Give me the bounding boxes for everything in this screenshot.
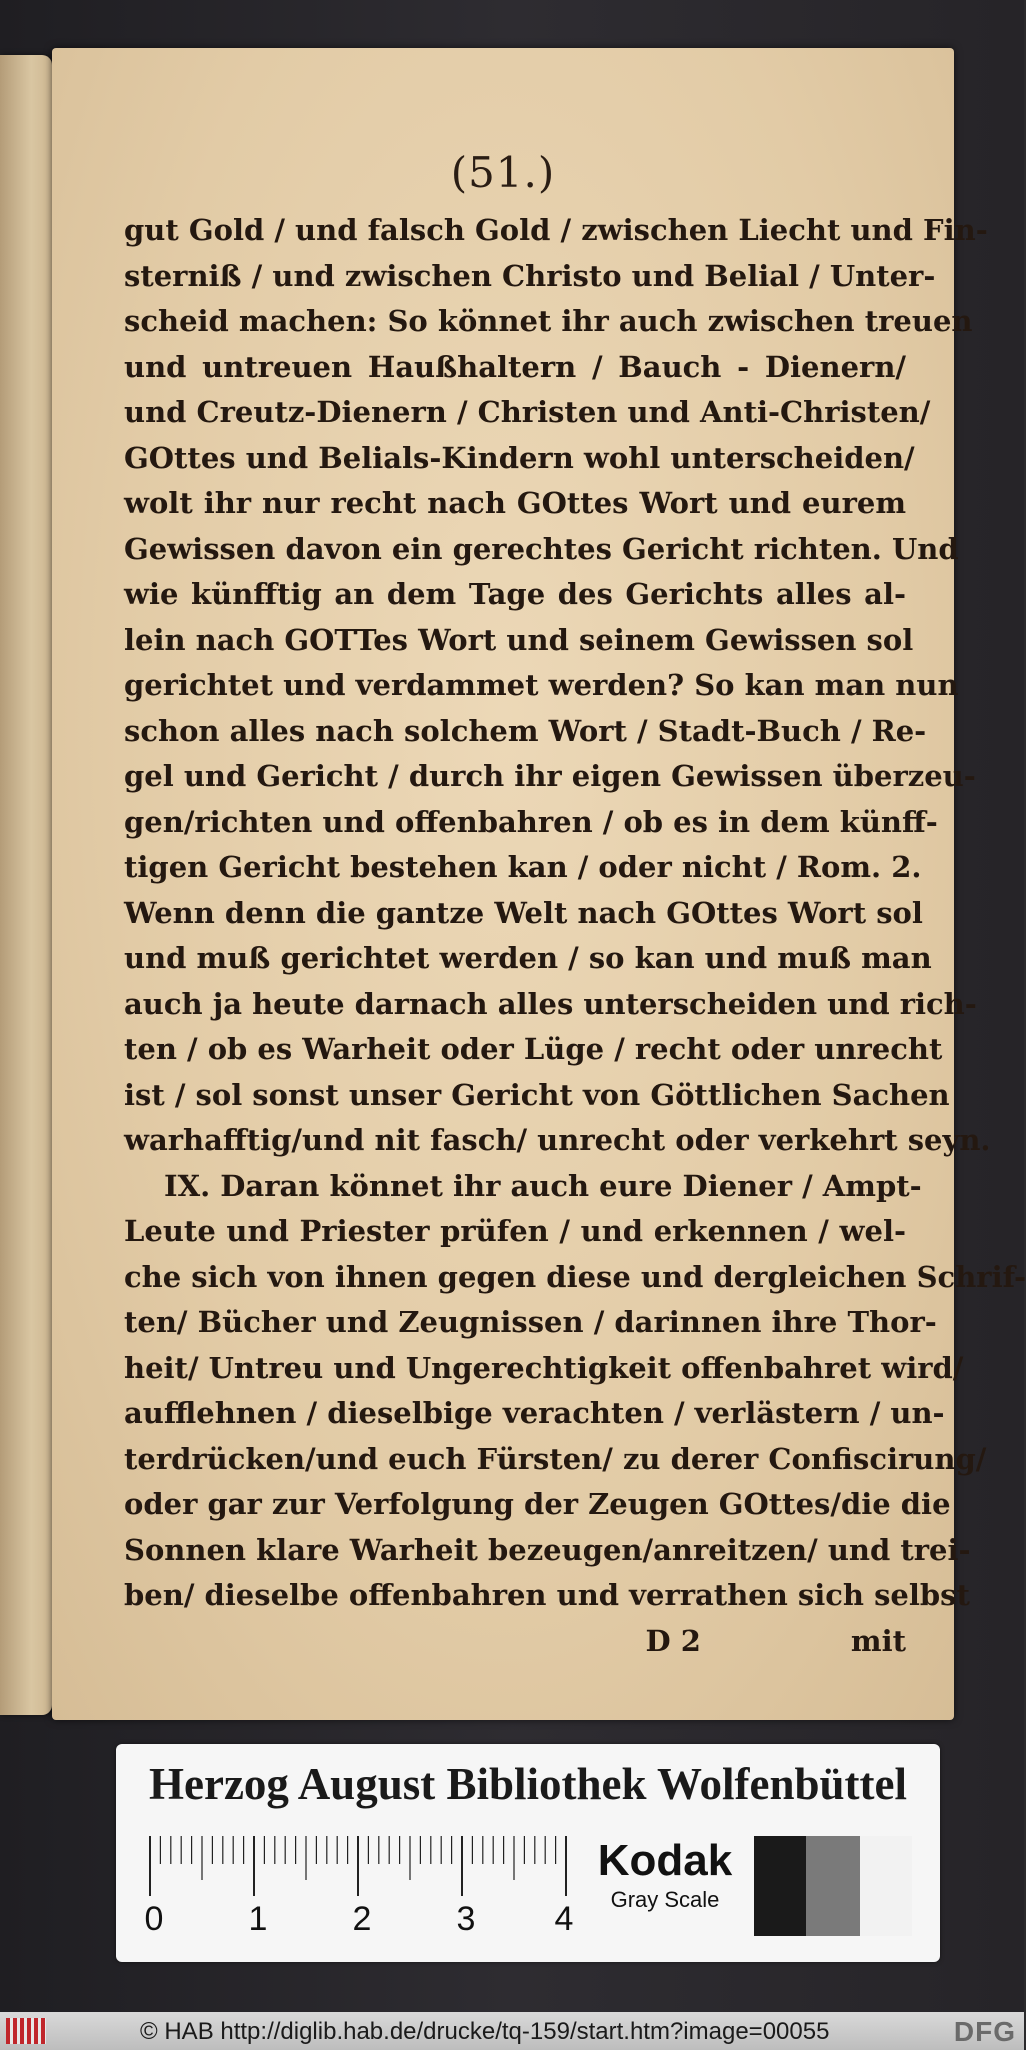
page-text xyxy=(124,208,1026,1664)
text-line: oder gar zur Verfolgung der Zeugen GOttes/die die xyxy=(124,1487,951,1521)
text-line: warhafftig/und nit fasch/ unrecht oder verkehrt seyn. xyxy=(124,1123,991,1157)
text-line: Wenn denn die gantze Welt nach GOttes Wort sol xyxy=(124,895,923,930)
footer-bar xyxy=(0,2012,1024,2050)
swatch-gray xyxy=(806,1836,860,1936)
text-line: ten/ Bücher und Zeugnissen / darinnen ihre Thor- xyxy=(124,1305,937,1339)
catchword: mit xyxy=(850,1623,906,1658)
barcode-icon xyxy=(6,2018,46,2044)
text-line: terdrücken/und euch Fürsten/ zu derer Confiscirung/ xyxy=(124,1441,987,1476)
page-number: (51.) xyxy=(450,148,556,197)
text-line: und Creutz-Dienern / Christen und Anti-Christen/ xyxy=(124,395,931,429)
text-line: und untreuen Haußhaltern / Bauch - Dienern/ xyxy=(124,349,906,384)
ruler-ticks xyxy=(140,1834,560,1904)
text-line: GOttes und Belials-Kindern wohl unterscheiden/ xyxy=(124,440,915,475)
ruler-label: 4 xyxy=(554,1900,574,1938)
ruler-label: 1 xyxy=(248,1900,268,1938)
swatch-black xyxy=(754,1836,806,1936)
footer-copyright-link[interactable]: © HAB http://diglib.hab.de/drucke/tq-159/start.htm?image=00055 xyxy=(140,2018,830,2045)
text-line: gel und Gericht / durch ihr eigen Gewissen überzeu- xyxy=(124,759,976,793)
text-line: und muß gerichtet werden / so kan und muß man xyxy=(124,941,932,975)
gray-scale-label: Gray Scale xyxy=(610,1887,720,1912)
text-line: wie künfftig an dem Tage des Gerichts alles al- xyxy=(124,577,906,611)
text-line: heit/ Untreu und Ungerechtigkeit offenbahret wird/ xyxy=(124,1350,964,1385)
text-line: tigen Gericht bestehen kan / oder nicht / Rom. 2. xyxy=(124,850,922,884)
text-line: Leute und Priester prüfen / und erkennen / wel- xyxy=(124,1214,906,1248)
text-line: gerichtet und verdammet werden? So kan man nun xyxy=(124,668,959,702)
previous-page-edge xyxy=(0,55,52,1715)
ruler-label: 3 xyxy=(456,1900,476,1938)
signature-mark: D 2 xyxy=(645,1623,701,1658)
text-line: sterniß / und zwischen Christo und Belial / Unter- xyxy=(124,258,936,293)
kodak-logo: Kodak xyxy=(597,1836,733,1885)
text-line: IX. Daran könnet ihr auch eure Diener / Ampt- xyxy=(164,1168,922,1203)
ruler-label: 2 xyxy=(352,1900,372,1938)
signature-line xyxy=(124,1619,906,1665)
dfg-logo: DFG xyxy=(953,2016,1016,2047)
text-line: schon alles nach solchem Wort / Stadt-Buch / Re- xyxy=(124,713,927,748)
text-line: scheid machen: So könnet ihr auch zwischen treuen xyxy=(124,304,973,338)
text-line: lein nach GOTTes Wort und seinem Gewissen sol xyxy=(124,622,914,657)
text-line: che sich von ihnen gegen diese und dergleichen Schrif- xyxy=(124,1259,1026,1294)
book-page xyxy=(52,48,1026,1720)
text-line: auch ja heute darnach alles unterscheiden und rich- xyxy=(124,986,977,1021)
library-name: Herzog August Bibliothek Wolfenbüttel xyxy=(149,1759,907,1809)
text-line: gen/richten und offenbahren / ob es in dem künff- xyxy=(124,804,938,839)
text-line: Sonnen klare Warheit bezeugen/anreitzen/ und trei- xyxy=(124,1532,971,1567)
swatch-white xyxy=(860,1836,912,1936)
text-line: ist / sol sonst unser Gericht von Göttlichen Sachen xyxy=(124,1077,950,1112)
text-line: aufflehnen / dieselbige verachten / verlästern / un- xyxy=(124,1396,945,1430)
text-line: Gewissen davon ein gerechtes Gericht richten. Und xyxy=(124,531,959,566)
text-line: ben/ dieselbe offenbahren und verrathen sich selbst xyxy=(124,1578,970,1612)
ruler-label: 0 xyxy=(144,1900,164,1938)
text-line: gut Gold / und falsch Gold / zwischen Liecht und Fin- xyxy=(124,213,988,247)
text-line: ten / ob es Warheit oder Lüge / recht oder unrecht xyxy=(124,1032,943,1066)
text-line: wolt ihr nur recht nach GOttes Wort und eurem xyxy=(124,486,906,520)
color-calibration-card xyxy=(116,1744,940,1962)
